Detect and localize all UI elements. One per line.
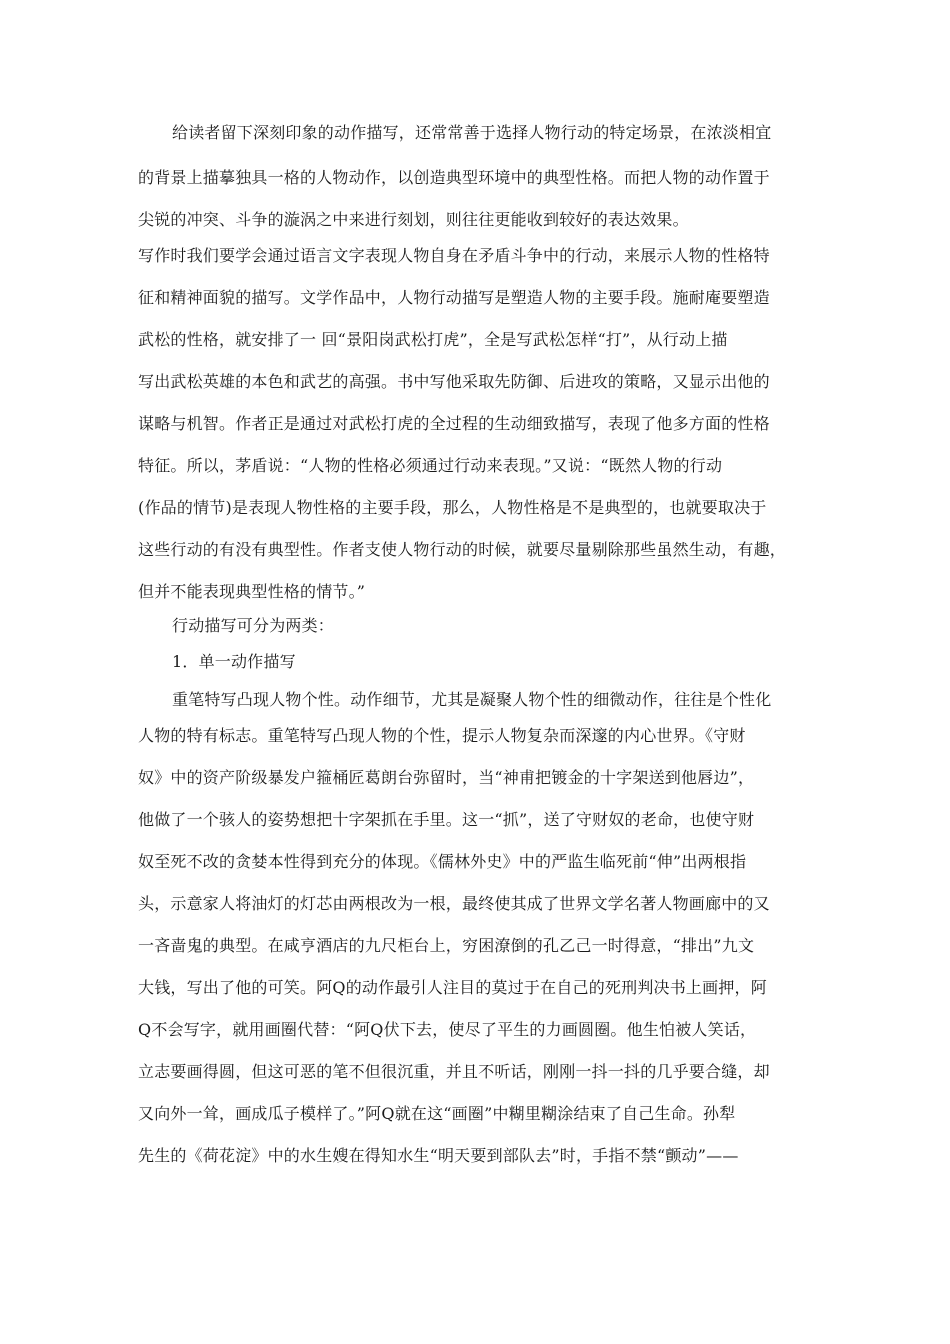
text-line: 写作时我们要学会通过语言文字表现人物自身在矛盾斗争中的行动，来展示人物的性格特 [138, 246, 770, 265]
text-line: (作品的情节)是表现人物性格的主要手段，那么，人物性格是不是典型的，也就要取决于 [138, 498, 767, 517]
text-line: 但并不能表现典型性格的情节。” [138, 582, 366, 601]
text-line: 重笔特写凸现人物个性。动作细节，尤其是凝聚人物个性的细微动作，往往是个性化 [172, 690, 772, 709]
text-line: 谋略与机智。作者正是通过对武松打虎的全过程的生动细致描写，表现了他多方面的性格 [138, 414, 770, 433]
text-line: 这些行动的有没有典型性。作者支使人物行动的时候，就要尽量剔除那些虽然生动，有趣， [138, 540, 787, 559]
text-line: 奴至死不改的贪婪本性得到充分的体现。《儒林外史》中的严监生临死前“伸”出两根指 [138, 852, 747, 871]
text-line: 武松的性格，就安排了一 回“景阳岗武松打虎”，全是写武松怎样“打”，从行动上描 [138, 330, 728, 349]
text-line: 先生的《荷花淀》中的水生嫂在得知水生“明天要到部队去”时，手指不禁“颤动”—— [138, 1146, 739, 1165]
text-line: 写出武松英雄的本色和武艺的高强。书中写他采取先防御、后进攻的策略，又显示出他的 [138, 372, 770, 391]
text-line: 尖锐的冲突、斗争的漩涡之中来进行刻划，则往往更能收到较好的表达效果。 [138, 210, 689, 229]
text-line: 特征。所以，茅盾说：“人物的性格必须通过行动来表现。”又说：“既然人物的行动 [138, 456, 723, 475]
text-line: 一吝啬鬼的典型。在咸亨酒店的九尺柜台上，穷困潦倒的孔乙己一时得意，“排出”九文 [138, 936, 755, 955]
text-line: Q不会写字，就用画圈代替：“阿Q伏下去，使尽了平生的力画圆圈。他生怕被人笑话， [138, 1020, 757, 1039]
text-line: 人物的特有标志。重笔特写凸现人物的个性，提示人物复杂而深邃的内心世界。《守财 [138, 726, 746, 745]
text-line: 给读者留下深刻印象的动作描写，还常常善于选择人物行动的特定场景，在浓淡相宜 [172, 123, 772, 142]
text-line: 大钱，写出了他的可笑。阿Q的动作最引人注目的莫过于在自己的死刑判决书上画押，阿 [138, 978, 767, 997]
text-line: 行动描写可分为两类： [172, 616, 335, 635]
section-heading: 1．单一动作描写 [172, 652, 296, 671]
text-line: 奴》中的资产阶级暴发户箍桶匠葛朗台弥留时，当“神甫把镀金的十字架送到他唇边”， [138, 768, 755, 787]
text-line: 立志要画得圆，但这可恶的笔不但很沉重，并且不听话，刚刚一抖一抖的几乎要合缝，却 [138, 1062, 770, 1081]
text-line: 征和精神面貌的描写。文学作品中，人物行动描写是塑造人物的主要手段。施耐庵要塑造 [138, 288, 770, 307]
text-line: 的背景上描摹独具一格的人物动作，以创造典型环境中的典型性格。而把人物的动作置于 [138, 168, 770, 187]
text-line: 他做了一个骇人的姿势想把十字架抓在手里。这一“抓”，送了守财奴的老命，也使守财 [138, 810, 755, 829]
text-line: 又向外一耸，画成瓜子模样了。”阿Q就在这“画圈”中糊里糊涂结束了自己生命。孙犁 [138, 1104, 736, 1123]
text-line: 头，示意家人将油灯的灯芯由两根改为一根，最终使其成了世界文学名著人物画廊中的又 [138, 894, 770, 913]
